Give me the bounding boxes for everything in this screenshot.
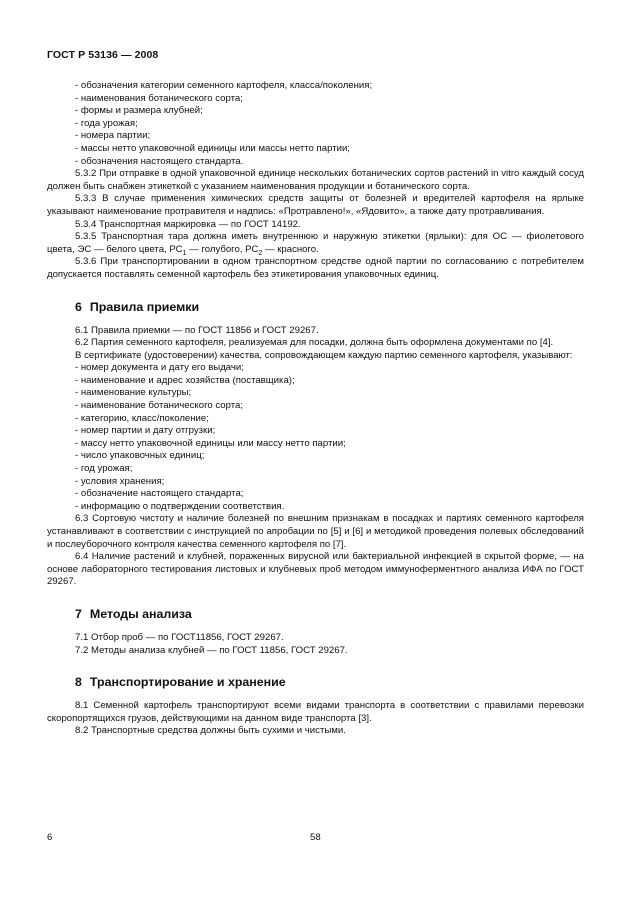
section-title: Транспортирование и хранение bbox=[89, 675, 286, 690]
section-number: 8 bbox=[75, 675, 82, 690]
paragraph-5-3-6: 5.3.6 При транспортировании в одном транспортном средстве одной партии по согласованию с потребителем допускается поставлять семенной картофель без этикетирования упаковочных единиц. bbox=[47, 256, 584, 280]
section-title: Правила приемки bbox=[89, 299, 200, 314]
section-number: 6 bbox=[75, 299, 82, 314]
page-content bbox=[47, 80, 584, 738]
text-run: — голубого, РС bbox=[186, 243, 259, 255]
paragraph-5-3-3: 5.3.3 В случае применения химических средств защиты от болезней и вредителей картофеля на ярлыке указывают наименование протравителя и надпись: «Протравлено!», «Ядовито», а также дату протравливания. bbox=[47, 193, 584, 217]
list-item: - обозначения настоящего стандарта. bbox=[75, 155, 244, 167]
paragraph-6-4: 6.4 Наличие растений и клубней, пораженных вирусной или бактериальной инфекцией в скрытой форме, — на основе лабораторного тестирования листовых и клубневых проб методом иммуноферментного анализа ИФА по ГОСТ 29267. bbox=[47, 551, 584, 588]
list-marking-items bbox=[47, 80, 584, 168]
paragraph-5-3-4: 5.3.4 Транспортная маркировка — по ГОСТ 14192. bbox=[75, 218, 301, 230]
list-item: - число упаковочных единиц; bbox=[75, 450, 205, 462]
subscript: 1 bbox=[182, 249, 187, 257]
list-item: - обозначения категории семенного картофеля, класса/поколения; bbox=[75, 80, 373, 91]
section-title: Методы анализа bbox=[89, 606, 192, 621]
list-item: - номер партии и дату отгрузки; bbox=[75, 425, 216, 437]
page-number-global: 58 bbox=[310, 832, 321, 843]
text-run: — красного. bbox=[262, 243, 319, 255]
list-item: - номер документа и дату его выдачи; bbox=[75, 362, 244, 374]
list-item: - наименование и адрес хозяйства (поставщика); bbox=[75, 374, 295, 386]
list-item: - наименование ботанического сорта; bbox=[75, 400, 244, 412]
paragraph-6-3: 6.3 Сортовую чистоту и наличие болезней по внешним признакам в посадках и партиях семенного картофеля устанавливают в соответствии с инструкцией по апробации по [5] и [6] и методикой проведения полевых обследований и послеуборочного контроля качества семенного картофеля по [7]. bbox=[47, 513, 584, 550]
list-item: - категорию, класс/поколение; bbox=[75, 412, 209, 424]
list-item: - наименование культуры; bbox=[75, 387, 192, 399]
section-heading-6 bbox=[47, 300, 584, 314]
text-run: 5.3.5 Транспортная тара должна иметь внутреннюю и наружную этикетки (ярлыки): для ОС — фиолетового цвета, ЭС — белого цвета, РС bbox=[47, 231, 584, 255]
list-item: - информацию о подтверждении соответствия. bbox=[75, 500, 285, 512]
paragraph-5-3-5 bbox=[47, 231, 584, 256]
list-item: - номера партии; bbox=[75, 130, 151, 142]
paragraph-7-2: 7.2 Методы анализа клубней — по ГОСТ 11856, ГОСТ 29267. bbox=[75, 644, 348, 656]
paragraph-6-1: 6.1 Правила приемки — по ГОСТ 11856 и ГОСТ 29267. bbox=[75, 324, 319, 336]
list-item: - обозначение настоящего стандарта; bbox=[75, 488, 244, 500]
list-item: - массу нетто упаковочной единицы или массу нетто партии; bbox=[75, 437, 346, 449]
list-item: - года урожая; bbox=[75, 117, 138, 129]
list-certificate-items bbox=[47, 362, 584, 513]
paragraph-6-2-certificate: В сертификате (удостоверении) качества, сопровождающем каждую партию семенного картофеля, указывают: bbox=[75, 349, 573, 361]
list-item: - массы нетто упаковочной единицы или массы нетто партии; bbox=[75, 142, 350, 154]
list-item: - условия хранения; bbox=[75, 475, 165, 487]
section-heading-8 bbox=[47, 675, 584, 689]
paragraph-7-1: 7.1 Отбор проб — по ГОСТ11856, ГОСТ 29267. bbox=[75, 631, 284, 643]
list-item: - формы и размера клубней; bbox=[75, 105, 203, 117]
page-number-local: 6 bbox=[47, 832, 53, 843]
paragraph-8-2: 8.2 Транспортные средства должны быть сухими и чистыми. bbox=[75, 725, 346, 737]
section-number: 7 bbox=[75, 606, 82, 621]
paragraph-8-1: 8.1 Семенной картофель транспортируют всеми видами транспорта в соответствии с правилами перевозки скоропортящихся грузов, действующими на данном виде транспорта [3]. bbox=[47, 700, 584, 724]
running-header: ГОСТ Р 53136 — 2008 bbox=[47, 49, 159, 61]
section-heading-7 bbox=[47, 607, 584, 621]
subscript: 2 bbox=[258, 249, 263, 257]
paragraph-6-2: 6.2 Партия семенного картофеля, реализуемая для посадки, должна быть оформлена документами по [4]. bbox=[75, 337, 554, 349]
list-item: - год урожая; bbox=[75, 463, 133, 475]
paragraph-5-3-2: 5.3.2 При отправке в одной упаковочной единице нескольких ботанических сортов растений in vitro каждый сосуд должен быть снабжен этикеткой с указанием наименования продукции и ботанического сорта. bbox=[47, 168, 584, 192]
list-item: - наименования ботанического сорта; bbox=[75, 92, 243, 104]
